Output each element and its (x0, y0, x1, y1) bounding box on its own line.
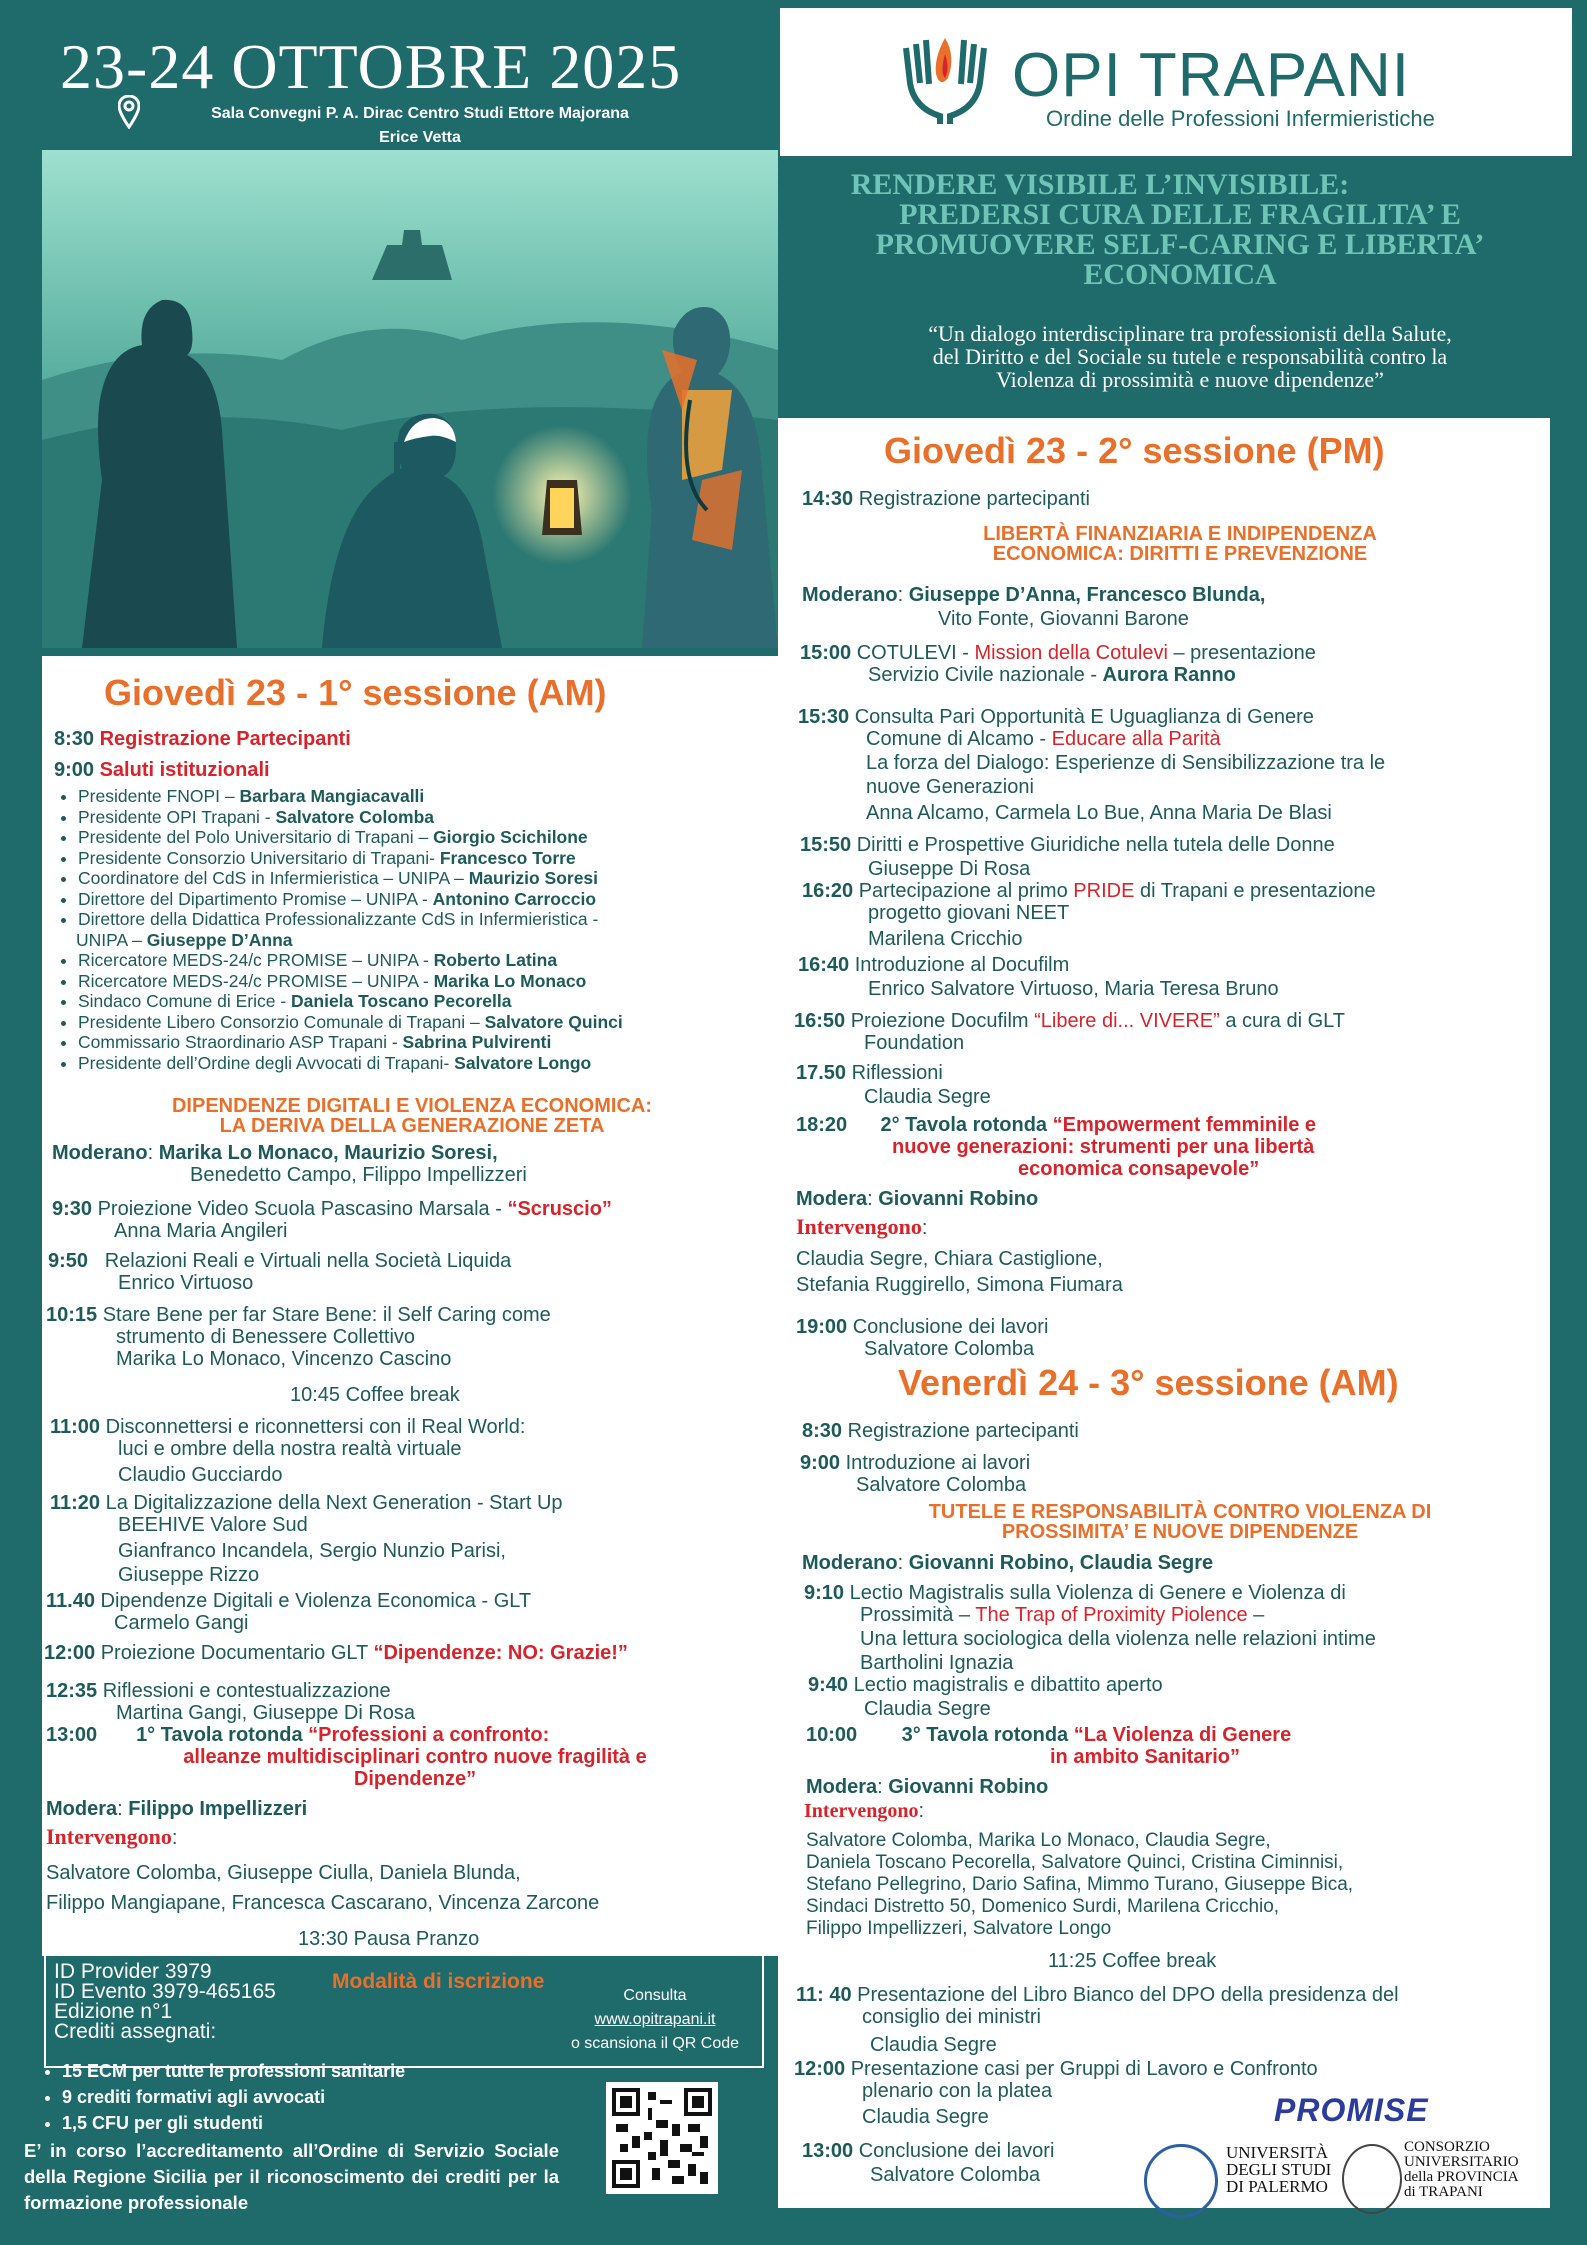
label: Intervengono (804, 1800, 919, 1822)
event-id: ID Evento 3979-465165 (54, 1980, 276, 2003)
label: 1° Tavola rotonda (136, 1724, 309, 1746)
label: 3° Tavola rotonda (901, 1724, 1074, 1746)
theme-line-2: ECONOMICA: DIRITTI E PREVENZIONE (992, 543, 1368, 565)
s3-item-910 (804, 1582, 1346, 1604)
hero-illustration (42, 150, 778, 648)
time: 8:30 (54, 728, 95, 750)
time: 16:20 (802, 880, 854, 902)
greeting-item (78, 991, 623, 1012)
venue (110, 102, 730, 150)
registration-title: Modalità di iscrizione (332, 1970, 545, 1993)
label: Registrazione Partecipanti (99, 728, 351, 750)
consorzio-seal-icon (1342, 2144, 1402, 2214)
time: 9:00 (800, 1452, 841, 1474)
text: La Digitalizzazione della Next Generation - Start Up (105, 1492, 563, 1514)
s2-item-1500 (800, 642, 1316, 664)
greeting-name: Barbara Mangiacavalli (239, 786, 425, 806)
s2-item-1650 (794, 1010, 1345, 1032)
greeting-role: Ricercatore MEDS-24/c PROMISE – UNIPA - (78, 970, 434, 991)
accreditation-note: E’ in corso l’accreditamento all’Ordine di Servizio Sociale della Regione Sicilia per il riconoscimento dei crediti per la formazione professionale (24, 2140, 559, 2213)
greeting-role: Presidente Consorzio Universitario di Trapani- (78, 847, 440, 868)
s3-intro (800, 1452, 1030, 1474)
text: Partecipazione al primo (858, 880, 1074, 902)
greeting-name: Marika Lo Monaco (433, 970, 587, 991)
title-line-3: PROMUOVERE SELF-CARING E LIBERTA’ (875, 228, 1485, 261)
credit-item: • 15 ECM per tutte le professioni sanitarie (62, 2058, 405, 2084)
s2-speaker-1900: Salvatore Colomba (864, 1338, 1035, 1360)
s1-round-table-1-title-2: alleanze multidisciplinari contro nuove fragilità e (183, 1746, 647, 1768)
text: Proiezione Docufilm (850, 1010, 1035, 1032)
title: “Dipendenze: NO: Grazie!” (373, 1642, 628, 1664)
greeting-item (78, 848, 623, 869)
s2-item-1620-cont: progetto giovani NEET (868, 902, 1070, 924)
text: Servizio Civile nazionale - (868, 664, 1103, 686)
s1-item-950 (48, 1250, 511, 1272)
s1-speaker-950: Enrico Virtuoso (118, 1272, 254, 1294)
title-line-4: ECONOMICA (1083, 258, 1277, 291)
time: 15:00 (800, 642, 852, 664)
s3-item-910-cont-2: Una lettura sociologica della violenza nelle relazioni intime (860, 1628, 1376, 1650)
consorzio-logo-text (1404, 2140, 1519, 2200)
greeting-role: Presidente dell’Ordine degli Avvocati di Trapani- (78, 1052, 455, 1073)
time: 10:15 (46, 1304, 98, 1326)
greeting-item (78, 868, 623, 889)
event-date: 23-24 OTTOBRE 2025 (60, 31, 682, 102)
s2-round-table-2-title-3: economica consapevole” (1018, 1158, 1260, 1180)
text: Presentazione del Libro Bianco del DPO della presidenza del (857, 1984, 1399, 2006)
greetings-list (46, 786, 623, 1073)
time: 9:50 (48, 1250, 89, 1272)
text: Stare Bene per far Stare Bene: il Self Caring come (102, 1304, 551, 1326)
s3-speaker-1200: Claudia Segre (862, 2106, 989, 2128)
text: Conclusione dei lavori (852, 1316, 1049, 1338)
s1-speaker-1140: Carmelo Gangi (114, 1612, 249, 1634)
text: Prossimità – (860, 1604, 976, 1626)
consult-block (550, 1984, 760, 2056)
s2-moderators: Moderano: Giuseppe D’Anna, Francesco Blunda, (802, 584, 1266, 606)
s1-round-table-1 (46, 1724, 549, 1746)
text-2: – (1247, 1604, 1265, 1626)
s3-panelists-5: Filippo Impellizzeri, Salvatore Longo (806, 1918, 1112, 1939)
qr-code-icon (612, 2088, 712, 2188)
s1-item-1015-cont: strumento di Benessere Collettivo (116, 1326, 416, 1348)
s1-item-930 (52, 1198, 612, 1220)
consorzio-line-3: della PROVINCIA (1404, 2169, 1519, 2185)
s3-panelists-4: Sindaci Distretto 50, Domenico Surdi, Marilena Cricchio, (806, 1896, 1280, 1917)
s3-item-1200-cont: plenario con la platea (862, 2080, 1053, 2102)
s2-item-1500-cont (868, 664, 1236, 686)
speaker: Aurora Ranno (1102, 664, 1236, 686)
s2-panelists-1: Claudia Segre, Chiara Castiglione, (796, 1248, 1103, 1270)
time: 11.40 (46, 1590, 95, 1612)
greeting-item (78, 1032, 623, 1053)
text: Relazioni Reali e Virtuali nella Società Liquida (104, 1250, 512, 1272)
greeting-name: Roberto Latina (433, 950, 558, 970)
s3-speaker-910: Bartholini Ignazia (860, 1652, 1014, 1674)
title: “Professioni a confronto: (308, 1724, 550, 1746)
greeting-name: Antonino Carroccio (432, 888, 597, 909)
s2-item-1530 (798, 706, 1314, 728)
provider-id: ID Provider 3979 (54, 1960, 212, 1983)
s2-speaker-1750: Claudia Segre (864, 1086, 991, 1108)
s3-speaker-940: Claudia Segre (864, 1698, 991, 1720)
s3-coffee-break: 11:25 Coffee break (1048, 1950, 1217, 1972)
s1-registration (54, 728, 351, 750)
s3-item-1200 (794, 2058, 1318, 2080)
greeting-role: Sindaco Comune di Erice - (78, 991, 292, 1011)
s2-item-1620 (802, 880, 1376, 902)
time: 14:30 (802, 488, 854, 510)
time: 12:00 (44, 1642, 96, 1664)
s3-round-table-3 (806, 1724, 1291, 1746)
greeting-item (78, 909, 623, 930)
s1-item-1015 (46, 1304, 551, 1326)
time: 11: 40 (796, 1984, 852, 2006)
s3-item-1140 (796, 1984, 1399, 2006)
title: “Libere di... VIVERE” (1034, 1010, 1220, 1032)
time: 10:00 (806, 1724, 858, 1746)
text: Proiezione Video Scuola Pascasino Marsala - (97, 1198, 508, 1220)
s2-item-1530-cont (866, 728, 1221, 750)
promise-logo: PROMISE (1274, 2092, 1429, 2128)
time: 9:30 (52, 1198, 93, 1220)
s1-moderators-2: Benedetto Campo, Filippo Impellizzeri (190, 1164, 527, 1186)
greeting-role: Presidente del Polo Universitario di Trapani – (78, 827, 434, 847)
text: Riflessioni (851, 1062, 943, 1084)
theme-line-1: DIPENDENZE DIGITALI E VIOLENZA ECONOMICA: (171, 1095, 652, 1117)
title-line-1: RENDERE VISIBILE L’INVISIBILE: (850, 168, 1350, 201)
label: Registrazione partecipanti (847, 1420, 1079, 1442)
time: 9:00 (54, 759, 95, 781)
s2-speaker-1620: Marilena Cricchio (868, 928, 1023, 950)
credit-item: • 9 crediti formativi agli avvocati (62, 2084, 405, 2110)
greeting-role: Direttore del Dipartimento Promise – UNIPA - (78, 888, 433, 909)
label: Moderano (802, 584, 898, 606)
s1-moderators: Moderano: Marika Lo Monaco, Maurizio Soresi, (52, 1142, 498, 1164)
s1-modera: Modera: Filippo Impellizzeri (46, 1798, 308, 1820)
label: Saluti istituzionali (99, 759, 270, 781)
text: Lectio magistralis e dibattito aperto (853, 1674, 1163, 1696)
venue-line-2: Erice Vetta (379, 129, 461, 146)
s1-item-1200 (44, 1642, 628, 1664)
venue-line-1: Sala Convegni P. A. Dirac Centro Studi Ettore Majorana (211, 105, 629, 122)
greeting-role: Presidente Libero Consorzio Comunale di Trapani – (78, 1011, 485, 1032)
greeting-name: Sabrina Pulvirenti (402, 1032, 552, 1052)
s1-theme (52, 1096, 772, 1136)
time: 8:30 (802, 1420, 843, 1442)
label: Intervengono (796, 1214, 922, 1239)
greeting-item-cont (76, 930, 623, 951)
s1-speaker-1015: Marika Lo Monaco, Vincenzo Cascino (116, 1348, 452, 1370)
title: The Trap of Proximity Piolence (975, 1604, 1248, 1626)
credits-list (40, 2058, 405, 2136)
title-line-2: PREDERSI CURA DELLE FRAGILITA’ E (899, 198, 1461, 231)
time: 12:00 (794, 2058, 846, 2080)
unipa-seal-icon (1144, 2144, 1218, 2218)
text: Presentazione casi per Gruppi di Lavoro e Confronto (850, 2058, 1318, 2080)
s3-intro-speaker: Salvatore Colomba (856, 1474, 1027, 1496)
names: Giuseppe D’Anna, Francesco Blunda, (908, 584, 1266, 606)
time: 16:50 (794, 1010, 846, 1032)
conference-title (800, 170, 1560, 290)
s1-greetings-header (54, 759, 270, 781)
label: Moderano (802, 1552, 898, 1574)
text: Lectio Magistralis sulla Violenza di Genere e Violenza di (849, 1582, 1346, 1604)
time: 13:00 (802, 2140, 854, 2162)
label: 2° Tavola rotonda (880, 1114, 1053, 1136)
unipa-line-3: DI PALERMO (1226, 2177, 1328, 2196)
greeting-item (78, 889, 623, 910)
s2-modera: Modera: Giovanni Robino (796, 1188, 1039, 1210)
s1-panelists-1: Salvatore Colomba, Giuseppe Ciulla, Daniela Blunda, (46, 1862, 521, 1884)
s1-lunch: 13:30 Pausa Pranzo (298, 1928, 480, 1950)
unipa-line-2: DEGLI STUDI (1226, 2160, 1332, 2179)
s1-coffee-break: 10:45 Coffee break (290, 1384, 460, 1406)
s3-intervengono: Intervengono: (804, 1800, 925, 1822)
text: Riflessioni e contestualizzazione (102, 1680, 391, 1702)
credit-item: • 1,5 CFU per gli studenti (62, 2110, 405, 2136)
text: Consulta Pari Opportunità E Uguaglianza di Genere (854, 706, 1314, 728)
greeting-item (78, 971, 623, 992)
greeting-item (78, 950, 623, 971)
title: “La Violenza di Genere (1073, 1724, 1292, 1746)
s3-item-910-cont (860, 1604, 1264, 1626)
qr-caption: o scansiona il QR Code (570, 2035, 740, 2052)
edition: Edizione n°1 (54, 2000, 173, 2023)
text-2: a cura di GLT (1219, 1010, 1345, 1032)
text-2: – presentazione (1167, 642, 1316, 664)
time: 11:00 (50, 1416, 101, 1438)
text: Disconnettersi e riconnettersi con il Real World: (105, 1416, 526, 1438)
text: Proiezione Documentario GLT (100, 1642, 374, 1664)
s2-item-1530-cont-3: nuove Generazioni (866, 776, 1034, 798)
s3-panelists-2: Daniela Toscano Pecorella, Salvatore Quinci, Cristina Ciminnisi, (806, 1852, 1344, 1873)
text: Introduzione al Docufilm (854, 954, 1070, 976)
greeting-item (78, 827, 623, 848)
s1-item-1100-cont: luci e ombre della nostra realtà virtuale (118, 1438, 462, 1460)
greeting-name: Maurizio Soresi (468, 868, 599, 888)
label: Modera (796, 1188, 868, 1210)
greeting-name: Salvatore Colomba (275, 806, 434, 827)
s2-item-1900 (796, 1316, 1048, 1338)
s2-speaker-1640: Enrico Salvatore Virtuoso, Maria Teresa Bruno (868, 978, 1279, 1000)
title: Educare alla Parità (1051, 728, 1221, 750)
s3-panelists-1: Salvatore Colomba, Marika Lo Monaco, Claudia Segre, (806, 1830, 1271, 1851)
s1-item-1120 (50, 1492, 563, 1514)
s3-speaker-1300: Salvatore Colomba (870, 2164, 1041, 2186)
subtitle-line-1: “Un dialogo interdisciplinare tra professionisti della Salute, (928, 321, 1452, 346)
name: Giovanni Robino (878, 1188, 1039, 1210)
greeting-name: Giorgio Scichilone (433, 827, 588, 847)
text: Comune di Alcamo - (866, 728, 1052, 750)
name: Giovanni Robino (888, 1776, 1049, 1798)
label: Modera (806, 1776, 878, 1798)
title: PRIDE (1073, 880, 1135, 902)
website-link[interactable]: www.opitrapani.it (594, 2011, 716, 2028)
names: Marika Lo Monaco, Maurizio Soresi, (158, 1142, 498, 1164)
s2-item-1530-cont-2: La forza del Dialogo: Esperienze di Sensibilizzazione tra le (866, 752, 1386, 774)
s2-item-1550 (800, 834, 1335, 856)
qr-code[interactable] (606, 2082, 718, 2194)
greeting-name: Salvatore Quinci (484, 1011, 623, 1032)
unipa-logo-text (1226, 2144, 1331, 2195)
greeting-item (78, 807, 623, 828)
s1-speaker-1120-2: Giuseppe Rizzo (118, 1564, 260, 1586)
greeting-name: Daniela Toscano Pecorella (291, 991, 512, 1011)
time: 9:10 (804, 1582, 845, 1604)
greeting-role: Presidente OPI Trapani - (78, 806, 276, 827)
title: “Empowerment femminile e (1052, 1114, 1317, 1136)
label: Modera (46, 1798, 118, 1820)
s2-round-table-2-title-2: nuove generazioni: strumenti per una libertà (892, 1136, 1315, 1158)
s3-item-940 (808, 1674, 1163, 1696)
s2-item-1640 (798, 954, 1069, 976)
s2-speaker-1530: Anna Alcamo, Carmela Lo Bue, Anna Maria De Blasi (866, 802, 1332, 824)
greeting-role: Commissario Straordinario ASP Trapani - (78, 1032, 403, 1052)
label: Introduzione ai lavori (845, 1452, 1031, 1474)
session-3-title: Venerdì 24 - 3° sessione (AM) (898, 1362, 1399, 1403)
greeting-role: UNIPA – (76, 929, 147, 950)
time: 13:00 (46, 1724, 98, 1746)
time: 12:35 (46, 1680, 98, 1702)
s2-round-table-2 (796, 1114, 1316, 1136)
time: 11:20 (50, 1492, 101, 1514)
opi-logo-subtitle: Ordine delle Professioni Infermieristiche (1046, 106, 1435, 131)
s1-round-table-1-title-3: Dipendenze” (353, 1768, 477, 1790)
s1-panelists-2: Filippo Mangiapane, Francesca Cascarano, Vincenza Zarcone (46, 1892, 600, 1914)
name: Filippo Impellizzeri (128, 1798, 308, 1820)
theme-line-2: LA DERIVA DELLA GENERAZIONE ZETA (219, 1115, 605, 1137)
text: Dipendenze Digitali e Violenza Economica - GLT (100, 1590, 532, 1612)
s1-speaker-1100: Claudio Gucciardo (118, 1464, 283, 1486)
s3-speaker-1140: Claudia Segre (870, 2034, 997, 2056)
s1-speaker-930: Anna Maria Angileri (114, 1220, 288, 1242)
s3-round-table-3-title-2: in ambito Sanitario” (1050, 1746, 1241, 1768)
greeting-name: Salvatore Longo (454, 1052, 592, 1073)
theme-line-1: TUTELE E RESPONSABILITÀ CONTRO VIOLENZA DI (928, 1501, 1432, 1523)
s3-theme (800, 1502, 1560, 1542)
consorzio-line-2: UNIVERSITARIO (1404, 2154, 1519, 2170)
opi-logo-title: OPI TRAPANI (1012, 41, 1411, 110)
s3-item-1140-cont: consiglio dei ministri (862, 2006, 1041, 2028)
text: COTULEVI - (856, 642, 975, 664)
consorzio-line-1: CONSORZIO (1404, 2139, 1490, 2155)
greeting-role: Presidente FNOPI – (78, 786, 240, 806)
time: 16:40 (798, 954, 850, 976)
subtitle-line-2: del Diritto e del Sociale su tutele e responsabilità contro la (932, 344, 1448, 369)
greeting-role: Coordinatore del CdS in Infermieristica – UNIPA – (78, 868, 469, 888)
s2-panelists-2: Stefania Ruggirello, Simona Fiumara (796, 1274, 1123, 1296)
s3-moderators: Moderano: Giovanni Robino, Claudia Segre (802, 1552, 1214, 1574)
s3-panelists-3: Stefano Pellegrino, Dario Safina, Mimmo Turano, Giuseppe Bica, (806, 1874, 1354, 1895)
s2-registration (802, 488, 1090, 510)
label: Moderano (52, 1142, 148, 1164)
time: 15:50 (800, 834, 852, 856)
s2-item-1650-cont: Foundation (864, 1032, 965, 1054)
registration-info (54, 1962, 276, 2042)
session-2-title: Giovedì 23 - 2° sessione (PM) (884, 430, 1385, 471)
s1-intervengono: Intervengono: (46, 1824, 178, 1849)
theme-line-1: LIBERTÀ FINANZIARIA E INDIPENDENZA (983, 523, 1377, 545)
s2-moderators-2: Vito Fonte, Giovanni Barone (938, 608, 1189, 630)
s2-intervengono: Intervengono: (796, 1214, 928, 1239)
title: “Scruscio” (507, 1198, 612, 1220)
label: Registrazione partecipanti (858, 488, 1090, 510)
subtitle-line-3: Violenza di prossimità e nuove dipendenze” (996, 367, 1384, 392)
s1-item-1120-cont: BEEHIVE Valore Sud (118, 1514, 308, 1536)
greeting-role: Direttore della Didattica Professionalizzante CdS in Infermieristica - (78, 909, 599, 929)
text: Diritti e Prospettive Giuridiche nella tutela delle Donne (856, 834, 1335, 856)
time: 15:30 (798, 706, 850, 728)
s3-item-1300 (802, 2140, 1054, 2162)
s2-item-1750 (796, 1062, 943, 1084)
opi-hands-flame-icon (900, 28, 990, 128)
consult-label: Consulta (623, 1987, 687, 2004)
text-2: di Trapani e presentazione (1134, 880, 1376, 902)
unipa-line-1: UNIVERSITÀ (1226, 2143, 1328, 2162)
theme-line-2: PROSSIMITA’ E NUOVE DIPENDENZE (1001, 1521, 1359, 1543)
greeting-name: Francesco Torre (439, 847, 576, 868)
conference-subtitle (820, 322, 1560, 391)
s1-speaker-1120: Gianfranco Incandela, Sergio Nunzio Parisi, (118, 1540, 506, 1562)
s3-registration (802, 1420, 1079, 1442)
s2-speaker-1550: Giuseppe Di Rosa (868, 858, 1031, 880)
greeting-item (78, 1053, 623, 1074)
s1-speaker-1235: Martina Gangi, Giuseppe Di Rosa (116, 1702, 416, 1724)
greeting-name: Giuseppe D’Anna (146, 929, 293, 950)
greeting-role: Ricercatore MEDS-24/c PROMISE – UNIPA - (78, 950, 434, 970)
names: Giovanni Robino, Claudia Segre (908, 1552, 1214, 1574)
greeting-item (78, 786, 623, 807)
s1-item-1235 (46, 1680, 391, 1702)
s2-theme (820, 524, 1540, 564)
consorzio-line-4: di TRAPANI (1404, 2184, 1483, 2200)
s1-item-1100 (50, 1416, 525, 1438)
time: 18:20 (796, 1114, 848, 1136)
time: 19:00 (796, 1316, 848, 1338)
text: Conclusione dei lavori (858, 2140, 1055, 2162)
label: Intervengono (46, 1824, 172, 1849)
time: 17.50 (796, 1062, 847, 1084)
title: Mission della Cotulevi (974, 642, 1168, 664)
s1-item-1140 (46, 1590, 531, 1612)
credits-label: Crediti assegnati: (54, 2020, 217, 2043)
session-1-title: Giovedì 23 - 1° sessione (AM) (104, 672, 607, 713)
time: 9:40 (808, 1674, 849, 1696)
greeting-item (78, 1012, 623, 1033)
s3-modera: Modera: Giovanni Robino (806, 1776, 1049, 1798)
